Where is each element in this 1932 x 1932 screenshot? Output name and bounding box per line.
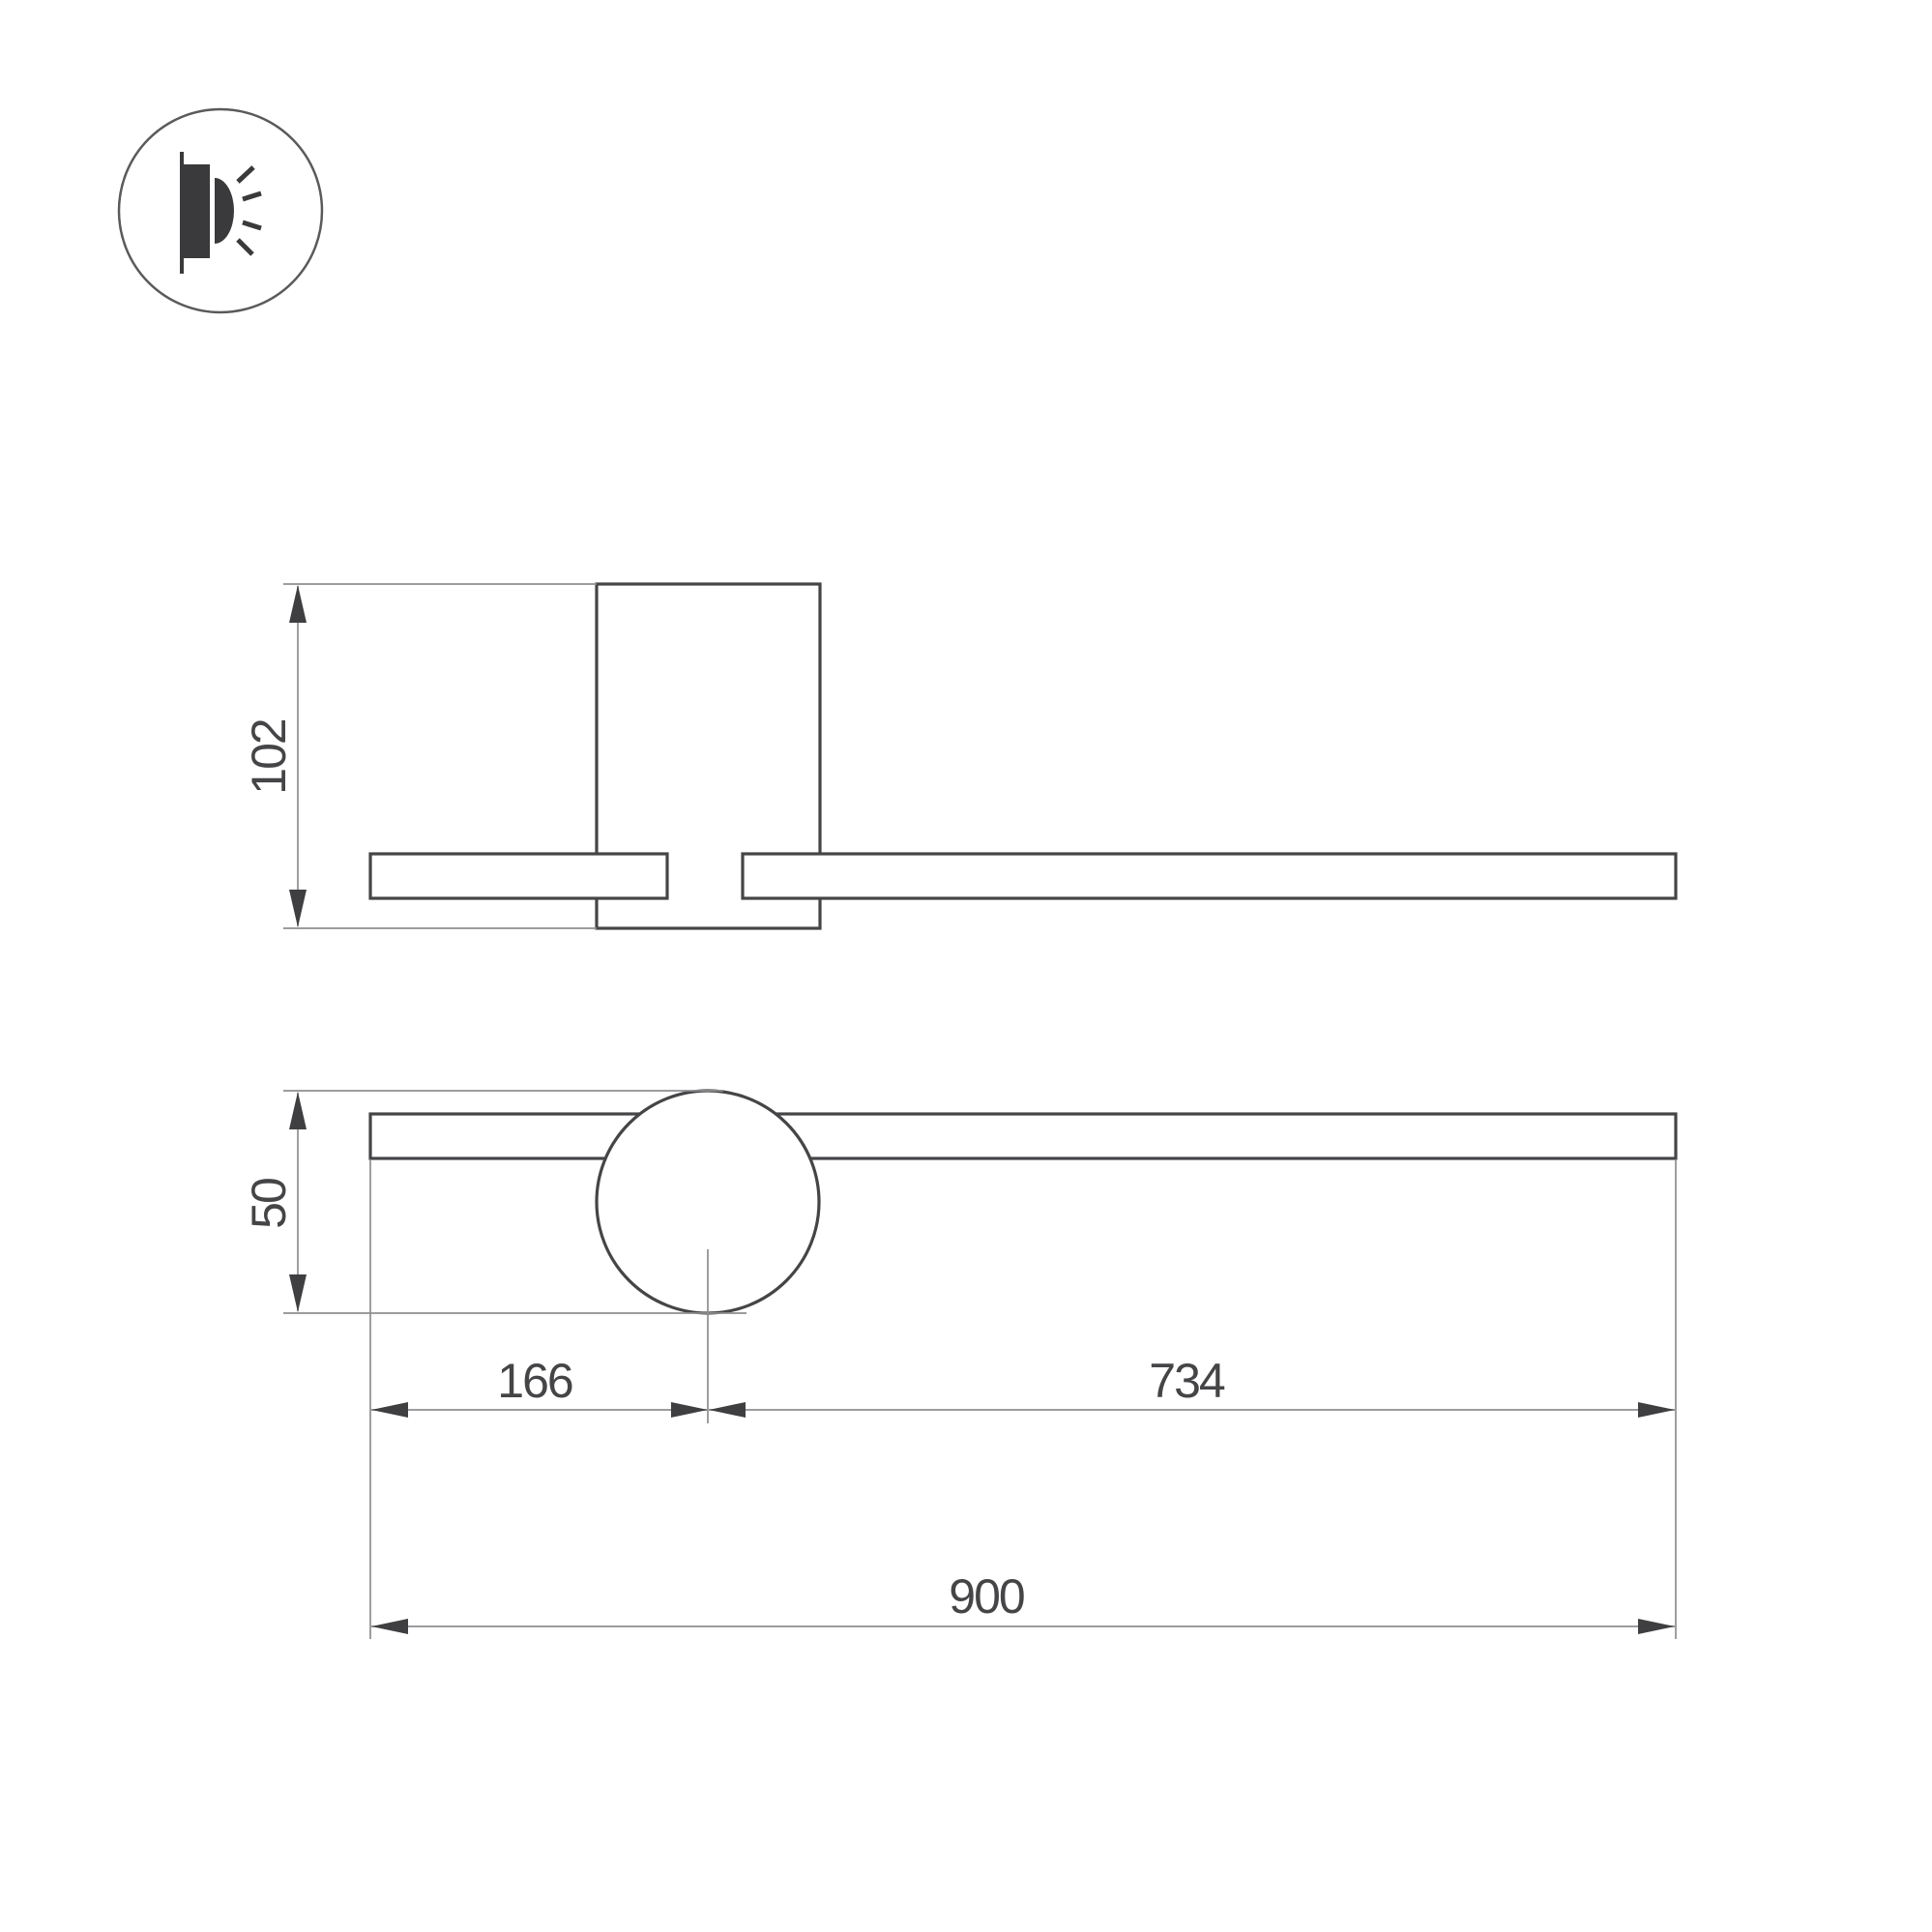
dimension-label-50: 50 bbox=[242, 1179, 296, 1229]
arrowhead-left bbox=[709, 1402, 746, 1418]
arrowhead-right bbox=[1638, 1402, 1675, 1418]
dimension-166 bbox=[371, 1354, 708, 1418]
front-lamp-bar bbox=[370, 1114, 1676, 1158]
front-view bbox=[370, 1091, 1676, 1313]
side-view bbox=[370, 584, 1676, 928]
arrowhead-left bbox=[371, 1402, 408, 1418]
arrowhead-left bbox=[371, 1619, 408, 1634]
arrowhead-right bbox=[671, 1402, 708, 1418]
dimension-label-900: 900 bbox=[949, 1569, 1024, 1624]
dimension-label-102: 102 bbox=[242, 719, 296, 795]
dimension-label-734: 734 bbox=[1149, 1354, 1224, 1408]
arrowhead-right bbox=[1638, 1619, 1675, 1634]
arrowhead-up bbox=[289, 585, 307, 623]
arrowhead-down bbox=[289, 890, 307, 927]
icon-lamp-body bbox=[184, 164, 210, 258]
dimension-label-166: 166 bbox=[497, 1354, 572, 1408]
dimension-734 bbox=[709, 1354, 1675, 1418]
arrowhead-down bbox=[289, 1274, 307, 1312]
dimension-900 bbox=[371, 1569, 1675, 1634]
side-arm-left-segment bbox=[370, 854, 667, 898]
wall-light-icon bbox=[119, 109, 322, 312]
arrowhead-up bbox=[289, 1092, 307, 1129]
side-arm-right-segment bbox=[743, 854, 1676, 898]
